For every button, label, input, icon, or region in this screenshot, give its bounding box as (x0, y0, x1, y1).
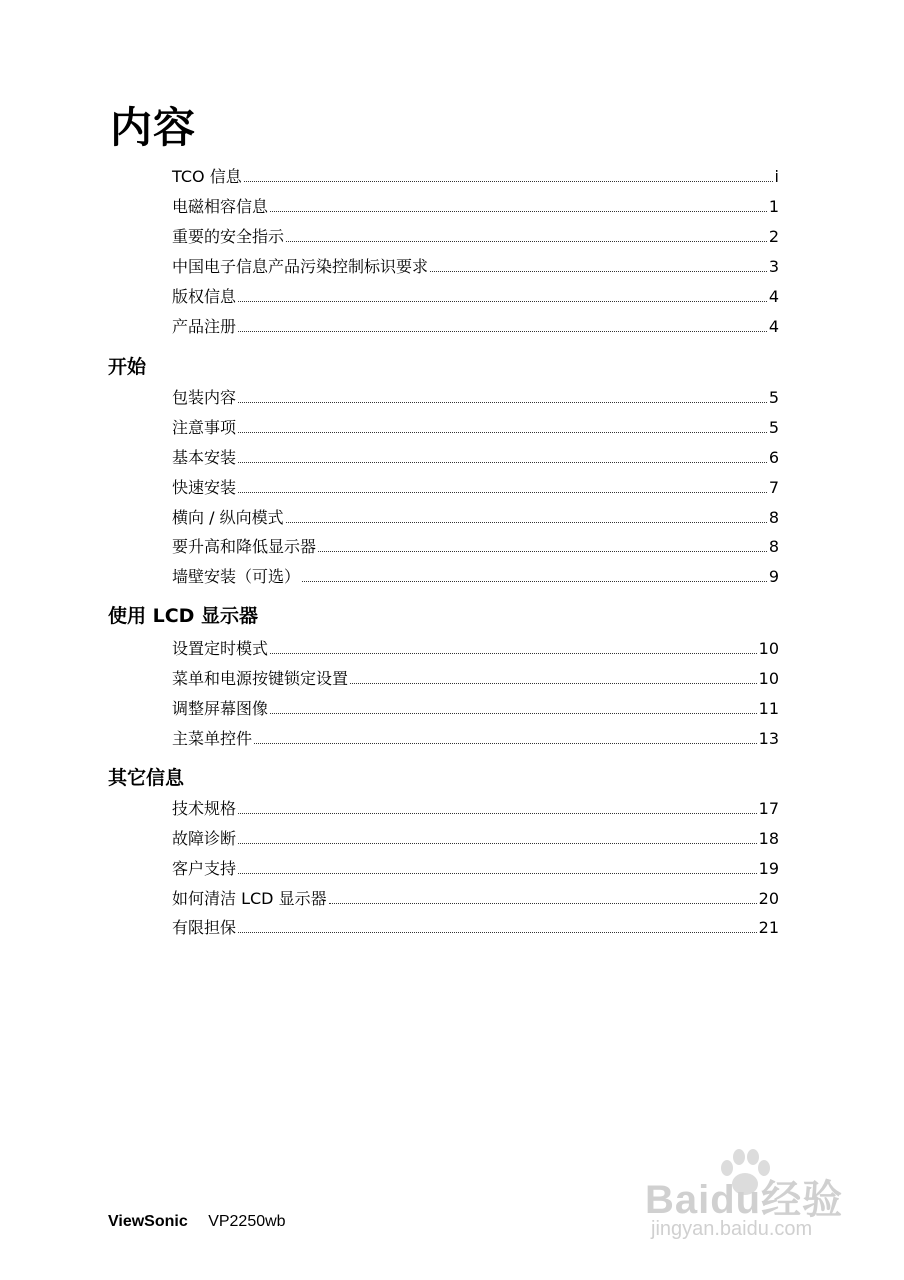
toc-leader-dots (286, 227, 767, 242)
toc-leader-dots (318, 537, 767, 552)
toc-leader-dots (238, 418, 767, 433)
page-footer (108, 1212, 286, 1232)
toc-entry-page: 9 (768, 567, 779, 586)
toc-leader-dots (254, 729, 757, 744)
toc-entry-page: i (774, 167, 779, 186)
toc-entry-label: 主菜单控件 (172, 729, 253, 748)
page-title: 内容 (110, 103, 197, 152)
toc-entry-page: 10 (758, 639, 779, 658)
toc-entry-label: 设置定时模式 (172, 639, 269, 658)
toc-entry-page: 6 (768, 448, 779, 467)
toc-entry-label: 快速安装 (172, 478, 237, 497)
toc-entry[interactable] (172, 317, 779, 337)
toc-entry[interactable] (172, 388, 779, 408)
toc-entry[interactable] (172, 829, 779, 849)
toc-leader-dots (430, 257, 767, 272)
toc-entry[interactable] (172, 167, 779, 187)
toc-entry[interactable] (172, 287, 779, 307)
toc-entry-page: 2 (768, 227, 779, 246)
toc-entry-page: 4 (768, 287, 779, 306)
toc-leader-dots (238, 799, 757, 814)
toc-entry[interactable] (172, 257, 779, 277)
toc-leader-dots (238, 317, 767, 332)
section-heading: 其它信息 (108, 767, 185, 789)
toc-leader-dots (238, 478, 767, 493)
toc-entry[interactable] (172, 729, 779, 749)
toc-entry-label: 故障诊断 (172, 829, 237, 848)
toc-entry-label: TCO 信息 (172, 167, 242, 186)
toc-entry[interactable] (172, 799, 779, 819)
baidu-watermark (645, 1148, 875, 1248)
toc-entry-label: 要升高和降低显示器 (172, 537, 317, 556)
toc-entry-label: 版权信息 (172, 287, 237, 306)
toc-leader-dots (238, 859, 757, 874)
toc-entry-label: 重要的安全指示 (172, 227, 285, 246)
toc-entry[interactable] (172, 567, 779, 587)
toc-entry[interactable] (172, 197, 779, 217)
brand-name: ViewSonic (108, 1213, 188, 1230)
toc-leader-dots (244, 167, 773, 182)
toc-leader-dots (238, 918, 757, 933)
toc-entry[interactable] (172, 859, 779, 879)
toc-entry-label: 菜单和电源按键锁定设置 (172, 669, 349, 688)
toc-entry-label: 客户支持 (172, 859, 237, 878)
toc-leader-dots (270, 699, 757, 714)
toc-entry-label: 中国电子信息产品污染控制标识要求 (172, 257, 429, 276)
toc-entry[interactable] (172, 639, 779, 659)
toc-entry-page: 19 (758, 859, 779, 878)
toc-entry-label: 产品注册 (172, 317, 237, 336)
toc-entry[interactable] (172, 478, 779, 498)
toc-entry[interactable] (172, 699, 779, 719)
toc-leader-dots (270, 197, 767, 212)
toc-entry-page: 21 (758, 918, 779, 937)
model-number: VP2250wb (208, 1213, 286, 1230)
toc-entry-page: 13 (758, 729, 779, 748)
toc-leader-dots (286, 508, 767, 523)
toc-entry-page: 20 (758, 889, 779, 908)
toc-entry[interactable] (172, 537, 779, 557)
toc-entry-label: 如何清洁 LCD 显示器 (172, 889, 327, 908)
toc-entry-page: 8 (768, 508, 779, 527)
toc-entry-page: 7 (768, 478, 779, 497)
toc-entry-label: 技术规格 (172, 799, 237, 818)
toc-entry-page: 3 (768, 257, 779, 276)
toc-leader-dots (238, 829, 757, 844)
toc-leader-dots (238, 448, 767, 463)
toc-leader-dots (270, 639, 757, 654)
toc-entry-label: 横向 / 纵向模式 (172, 508, 284, 527)
toc-entry-page: 8 (768, 537, 779, 556)
toc-leader-dots (238, 287, 767, 302)
toc-entry-page: 18 (758, 829, 779, 848)
toc-entry[interactable] (172, 669, 779, 689)
toc-entry[interactable] (172, 918, 779, 938)
toc-entry-label: 有限担保 (172, 918, 237, 937)
toc-leader-dots (238, 388, 767, 403)
toc-entry[interactable] (172, 227, 779, 247)
toc-entry-page: 5 (768, 388, 779, 407)
section-heading: 开始 (108, 356, 147, 378)
toc-entry-page: 5 (768, 418, 779, 437)
toc-entry-label: 电磁相容信息 (172, 197, 269, 216)
toc-entry[interactable] (172, 448, 779, 468)
toc-entry-page: 4 (768, 317, 779, 336)
toc-leader-dots (302, 567, 767, 582)
toc-entry[interactable] (172, 889, 779, 909)
toc-leader-dots (350, 669, 757, 684)
toc-leader-dots (329, 889, 757, 904)
toc-entry-label: 墙壁安装（可选） (172, 567, 301, 586)
watermark-url: jingyan.baidu.com (651, 1218, 813, 1240)
toc-entry-page: 10 (758, 669, 779, 688)
toc-entry[interactable] (172, 508, 779, 528)
toc-entry[interactable] (172, 418, 779, 438)
section-heading: 使用 LCD 显示器 (108, 605, 259, 627)
toc-entry-page: 17 (758, 799, 779, 818)
toc-entry-label: 注意事项 (172, 418, 237, 437)
toc-entry-page: 11 (758, 699, 779, 718)
watermark-logo: Baidu经验 (645, 1178, 844, 1222)
toc-entry-label: 基本安装 (172, 448, 237, 467)
toc-entry-label: 调整屏幕图像 (172, 699, 269, 718)
toc-entry-page: 1 (768, 197, 779, 216)
toc-entry-label: 包装内容 (172, 388, 237, 407)
